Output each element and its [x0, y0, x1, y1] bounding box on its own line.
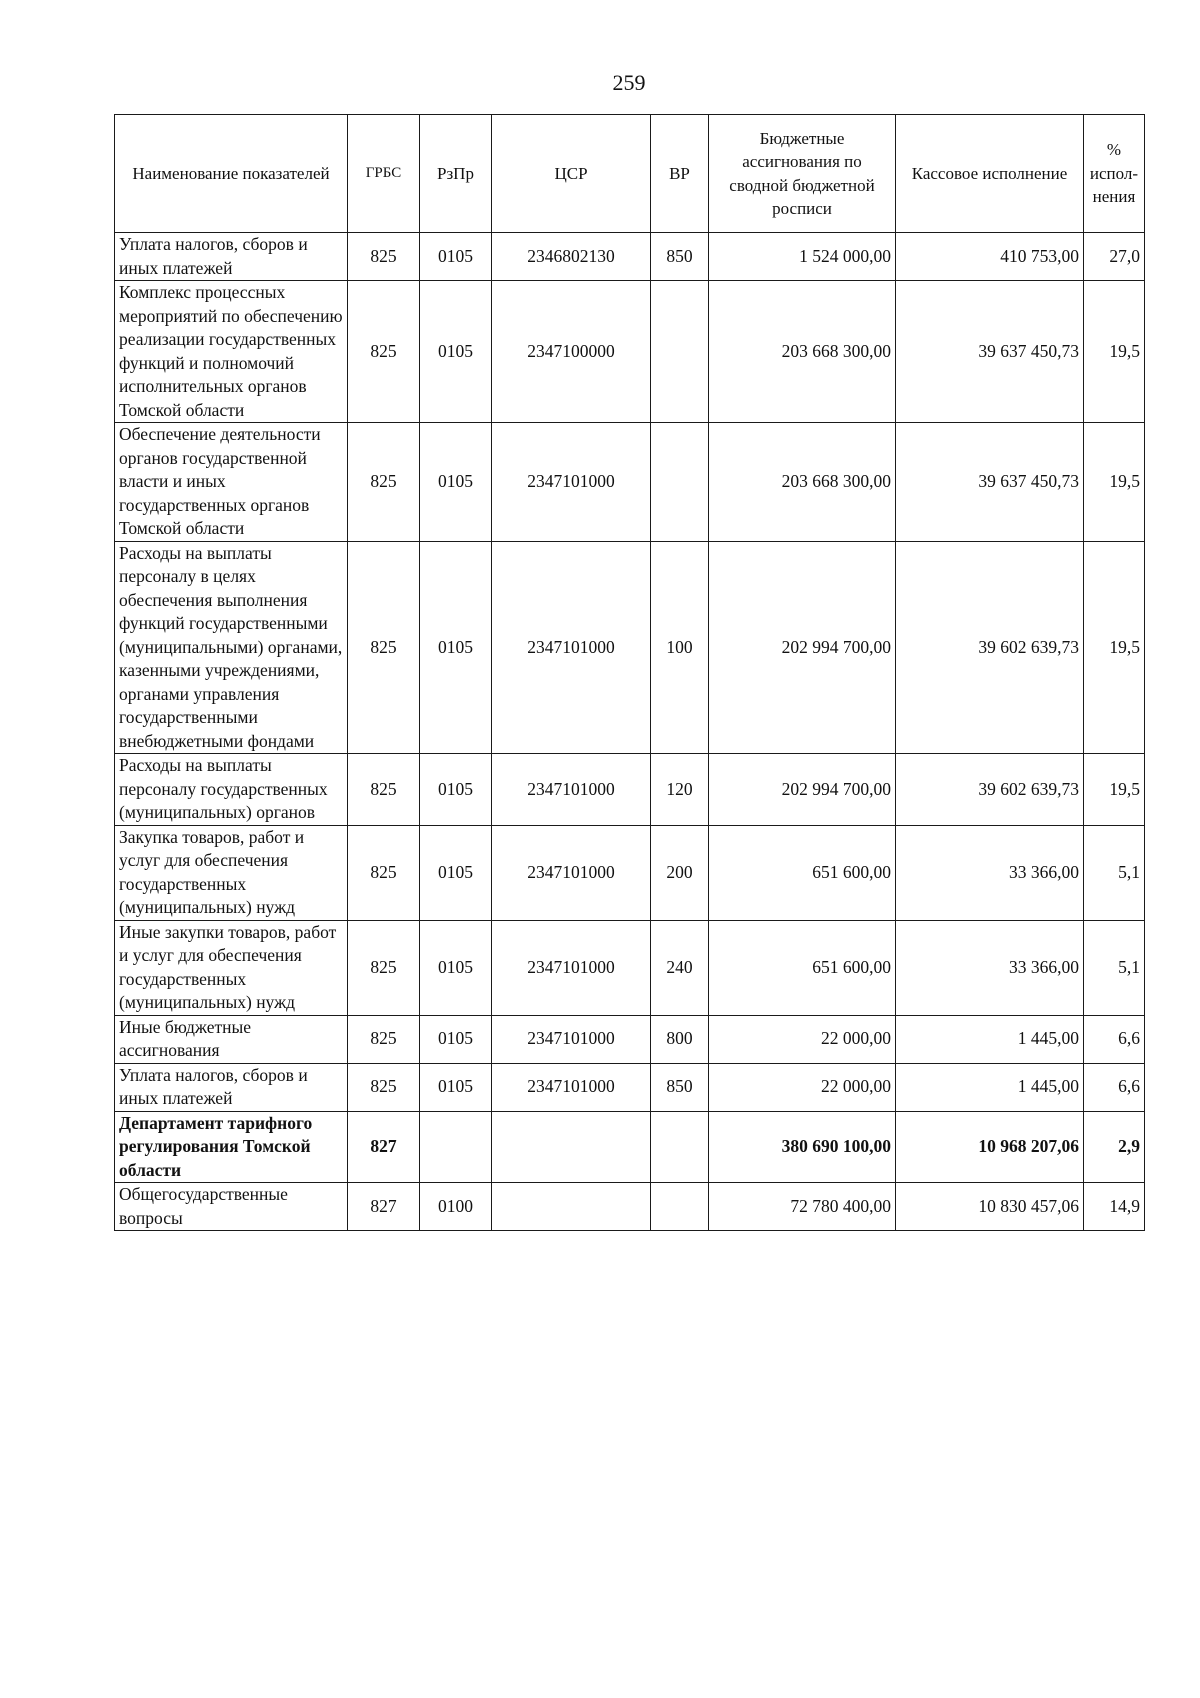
cell-cash: 1 445,00 [896, 1063, 1084, 1111]
cell-percent: 19,5 [1084, 281, 1145, 423]
cell-name: Уплата налогов, сборов и иных платежей [115, 233, 348, 281]
cell-vr: 200 [651, 825, 709, 920]
cell-vr: 850 [651, 233, 709, 281]
cell-vr [651, 1111, 709, 1183]
table-row [115, 541, 1145, 754]
cell-name: Расходы на выплаты персоналу в целях обеспечения выполнения функций государственными (муниципальными) органами, казенными учреждениями, органами управления государственными внебюджетными фондами [115, 541, 348, 754]
cell-vr: 240 [651, 920, 709, 1015]
cell-cash: 39 637 450,73 [896, 423, 1084, 542]
cell-grbs: 827 [348, 1111, 420, 1183]
cell-cash: 39 602 639,73 [896, 754, 1084, 826]
cell-vr [651, 423, 709, 542]
cell-percent: 5,1 [1084, 825, 1145, 920]
table-row [115, 233, 1145, 281]
table-row [115, 1183, 1145, 1231]
cell-name: Комплекс процессных мероприятий по обеспечению реализации государственных функций и полномочий исполнительных органов Томской области [115, 281, 348, 423]
table-row [115, 1063, 1145, 1111]
header-percent: % испол-нения [1084, 115, 1145, 233]
cell-cash: 33 366,00 [896, 920, 1084, 1015]
cell-percent: 5,1 [1084, 920, 1145, 1015]
cell-budget: 72 780 400,00 [709, 1183, 896, 1231]
cell-rzpr: 0105 [420, 541, 492, 754]
cell-grbs: 825 [348, 1063, 420, 1111]
cell-csr [492, 1111, 651, 1183]
cell-rzpr: 0100 [420, 1183, 492, 1231]
cell-name: Иные закупки товаров, работ и услуг для обеспечения государственных (муниципальных) нужд [115, 920, 348, 1015]
cell-grbs: 825 [348, 423, 420, 542]
cell-budget: 22 000,00 [709, 1063, 896, 1111]
table-row [115, 754, 1145, 826]
cell-vr: 850 [651, 1063, 709, 1111]
table-body [115, 233, 1145, 1231]
cell-percent: 19,5 [1084, 754, 1145, 826]
cell-percent: 2,9 [1084, 1111, 1145, 1183]
budget-execution-table [114, 114, 1145, 1231]
cell-cash: 1 445,00 [896, 1015, 1084, 1063]
cell-csr: 2346802130 [492, 233, 651, 281]
cell-name: Уплата налогов, сборов и иных платежей [115, 1063, 348, 1111]
cell-budget: 202 994 700,00 [709, 541, 896, 754]
cell-grbs: 825 [348, 754, 420, 826]
cell-csr: 2347101000 [492, 825, 651, 920]
header-vr: ВР [651, 115, 709, 233]
cell-grbs: 825 [348, 1015, 420, 1063]
cell-percent: 19,5 [1084, 541, 1145, 754]
cell-vr: 120 [651, 754, 709, 826]
cell-grbs: 825 [348, 920, 420, 1015]
cell-grbs: 825 [348, 281, 420, 423]
cell-csr: 2347101000 [492, 754, 651, 826]
cell-rzpr: 0105 [420, 1063, 492, 1111]
table-row [115, 281, 1145, 423]
cell-rzpr [420, 1111, 492, 1183]
cell-percent: 6,6 [1084, 1063, 1145, 1111]
table-row [115, 825, 1145, 920]
table-row [115, 920, 1145, 1015]
cell-cash: 10 968 207,06 [896, 1111, 1084, 1183]
cell-rzpr: 0105 [420, 233, 492, 281]
cell-rzpr: 0105 [420, 825, 492, 920]
cell-cash: 10 830 457,06 [896, 1183, 1084, 1231]
cell-budget: 380 690 100,00 [709, 1111, 896, 1183]
cell-cash: 39 637 450,73 [896, 281, 1084, 423]
cell-name: Иные бюджетные ассигнования [115, 1015, 348, 1063]
cell-name: Обеспечение деятельности органов государственной власти и иных государственных органов Томской области [115, 423, 348, 542]
cell-budget: 1 524 000,00 [709, 233, 896, 281]
table-header-row [115, 115, 1145, 233]
header-csr: ЦСР [492, 115, 651, 233]
cell-percent: 6,6 [1084, 1015, 1145, 1063]
cell-csr: 2347101000 [492, 1063, 651, 1111]
cell-budget: 22 000,00 [709, 1015, 896, 1063]
header-cash: Кассовое исполнение [896, 115, 1084, 233]
cell-rzpr: 0105 [420, 1015, 492, 1063]
cell-name: Общегосударственные вопросы [115, 1183, 348, 1231]
cell-csr: 2347101000 [492, 1015, 651, 1063]
cell-grbs: 825 [348, 541, 420, 754]
cell-name: Департамент тарифного регулирования Томской области [115, 1111, 348, 1183]
cell-rzpr: 0105 [420, 920, 492, 1015]
cell-vr [651, 1183, 709, 1231]
header-grbs: ГРБС [348, 115, 420, 233]
table-row [115, 423, 1145, 542]
cell-grbs: 825 [348, 825, 420, 920]
header-budget: Бюджетные ассигнования по сводной бюджетной росписи [709, 115, 896, 233]
cell-percent: 19,5 [1084, 423, 1145, 542]
cell-name: Расходы на выплаты персоналу государственных (муниципальных) органов [115, 754, 348, 826]
cell-rzpr: 0105 [420, 754, 492, 826]
page-number: 259 [612, 70, 646, 95]
cell-vr: 800 [651, 1015, 709, 1063]
header-name: Наименование показателей [115, 115, 348, 233]
cell-grbs: 827 [348, 1183, 420, 1231]
cell-budget: 651 600,00 [709, 825, 896, 920]
cell-grbs: 825 [348, 233, 420, 281]
table-row [115, 1111, 1145, 1183]
table-row [115, 1015, 1145, 1063]
cell-budget: 203 668 300,00 [709, 281, 896, 423]
cell-csr: 2347101000 [492, 920, 651, 1015]
cell-csr: 2347100000 [492, 281, 651, 423]
cell-cash: 33 366,00 [896, 825, 1084, 920]
cell-budget: 202 994 700,00 [709, 754, 896, 826]
cell-csr: 2347101000 [492, 423, 651, 542]
cell-rzpr: 0105 [420, 423, 492, 542]
cell-csr: 2347101000 [492, 541, 651, 754]
cell-rzpr: 0105 [420, 281, 492, 423]
cell-vr [651, 281, 709, 423]
cell-budget: 651 600,00 [709, 920, 896, 1015]
cell-vr: 100 [651, 541, 709, 754]
cell-percent: 14,9 [1084, 1183, 1145, 1231]
cell-csr [492, 1183, 651, 1231]
cell-cash: 410 753,00 [896, 233, 1084, 281]
cell-cash: 39 602 639,73 [896, 541, 1084, 754]
cell-percent: 27,0 [1084, 233, 1145, 281]
header-rzpr: РзПр [420, 115, 492, 233]
cell-budget: 203 668 300,00 [709, 423, 896, 542]
cell-name: Закупка товаров, работ и услуг для обеспечения государственных (муниципальных) нужд [115, 825, 348, 920]
